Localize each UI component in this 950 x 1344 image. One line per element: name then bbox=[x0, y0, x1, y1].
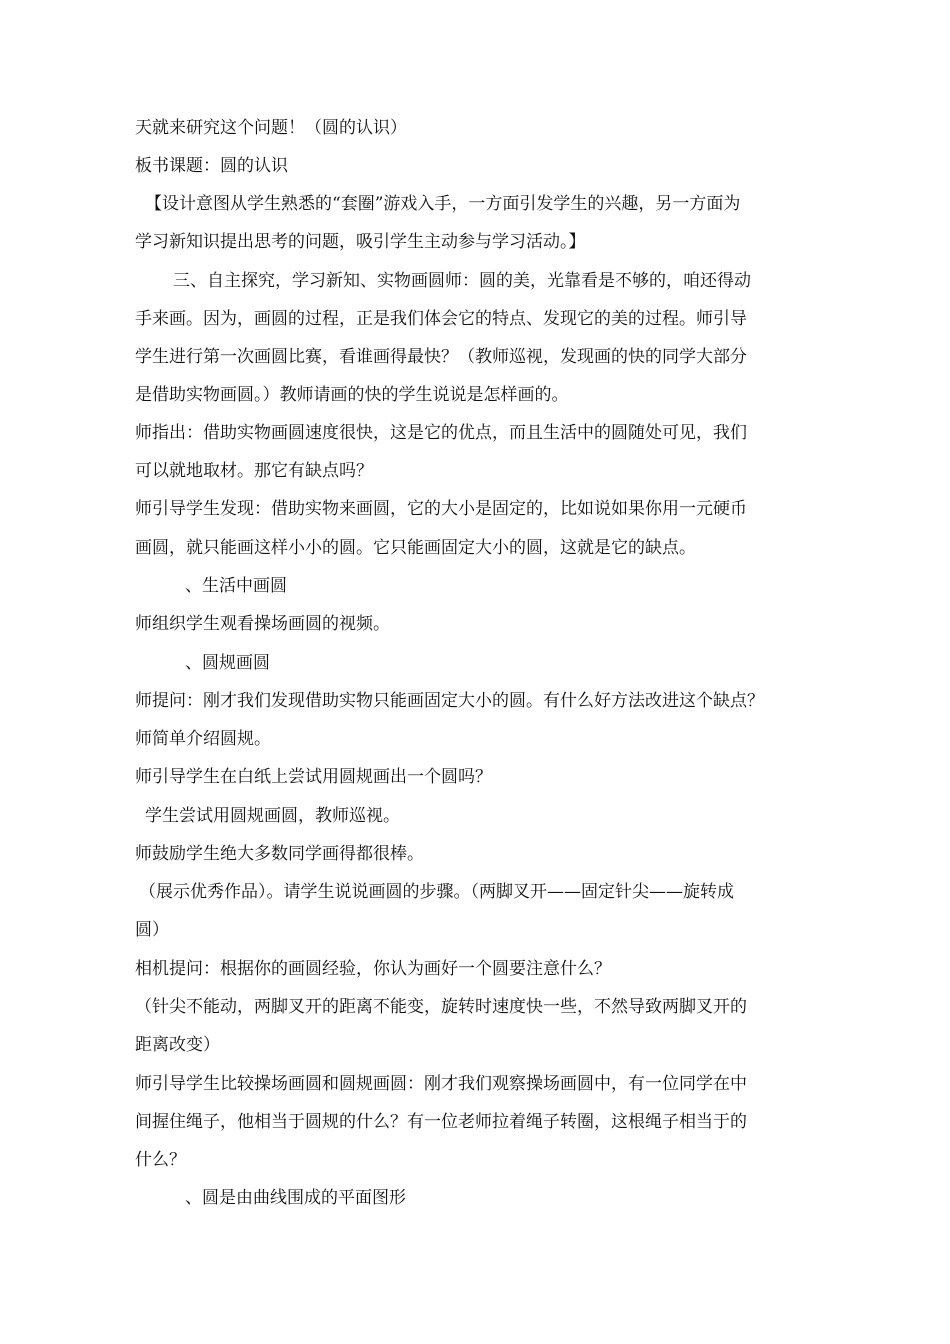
text-line: 师组织学生观看操场画圆的视频。 bbox=[135, 614, 390, 634]
text-line: （针尖不能动，两脚叉开的距离不能变，旋转时速度快一些，不然导致两脚叉开的 bbox=[135, 997, 747, 1017]
text-line: 、圆是由曲线围成的平面图形 bbox=[185, 1188, 406, 1208]
text-line: 画圆，就只能画这样小小的圆。它只能画固定大小的圆，这就是它的缺点。 bbox=[135, 538, 696, 558]
text-line: 师引导学生在白纸上尝试用圆规画出一个圆吗？ bbox=[135, 767, 492, 787]
text-line: 圆） bbox=[135, 920, 169, 940]
text-line: （展示优秀作品）。请学生说说画圆的步骤。（两脚叉开——固定针尖——旋转成 bbox=[139, 882, 734, 902]
text-line: 什么？ bbox=[135, 1150, 186, 1170]
text-line: 天就来研究这个问题！（圆的认识） bbox=[135, 118, 407, 138]
text-line: 、生活中画圆 bbox=[185, 576, 287, 596]
text-line: 板书课题：圆的认识 bbox=[135, 156, 288, 176]
text-line: 、圆规画圆 bbox=[185, 653, 270, 673]
text-line: 师指出：借助实物画圆速度很快，这是它的优点，而且生活中的圆随处可见，我们 bbox=[135, 423, 747, 443]
text-line: 师鼓励学生绝大多数同学画得都很棒。 bbox=[135, 844, 424, 864]
text-line: 是借助实物画圆。）教师请画的快的学生说说是怎样画的。 bbox=[135, 385, 569, 405]
text-line: 师引导学生发现：借助实物来画圆，它的大小是固定的，比如说如果你用一元硬币 bbox=[135, 499, 747, 519]
text-line: 可以就地取材。那它有缺点吗？ bbox=[135, 461, 373, 481]
text-line: 三、自主探究，学习新知、实物画圆师：圆的美，光靠看是不够的，咱还得动 bbox=[173, 271, 751, 291]
text-line: 学习新知识提出思考的问题，吸引学生主动参与学习活动。】 bbox=[135, 232, 586, 252]
text-line: 学生尝试用圆规画圆，教师巡视。 bbox=[145, 806, 400, 826]
text-line: 师引导学生比较操场画圆和圆规画圆：刚才我们观察操场画圆中，有一位同学在中 bbox=[135, 1074, 747, 1094]
text-line: 距离改变） bbox=[135, 1035, 220, 1055]
text-line: 师简单介绍圆规。 bbox=[135, 729, 271, 749]
text-line: 手来画。因为，画圆的过程，正是我们体会它的特点、发现它的美的过程。师引导 bbox=[135, 309, 747, 329]
text-line: 间握住绳子，他相当于圆规的什么？有一位老师拉着绳子转圈，这根绳子相当于的 bbox=[135, 1112, 747, 1132]
text-line: 师提问：刚才我们发现借助实物只能画固定大小的圆。有什么好方法改进这个缺点？ bbox=[135, 691, 764, 711]
text-line: 【设计意图从学生熟悉的“套圈”游戏入手，一方面引发学生的兴趣，另一方面为 bbox=[145, 194, 741, 214]
text-line: 学生进行第一次画圆比赛，看谁画得最快？（教师巡视，发现画的快的同学大部分 bbox=[135, 347, 747, 367]
text-line: 相机提问：根据你的画圆经验，你认为画好一个圆要注意什么？ bbox=[135, 959, 611, 979]
